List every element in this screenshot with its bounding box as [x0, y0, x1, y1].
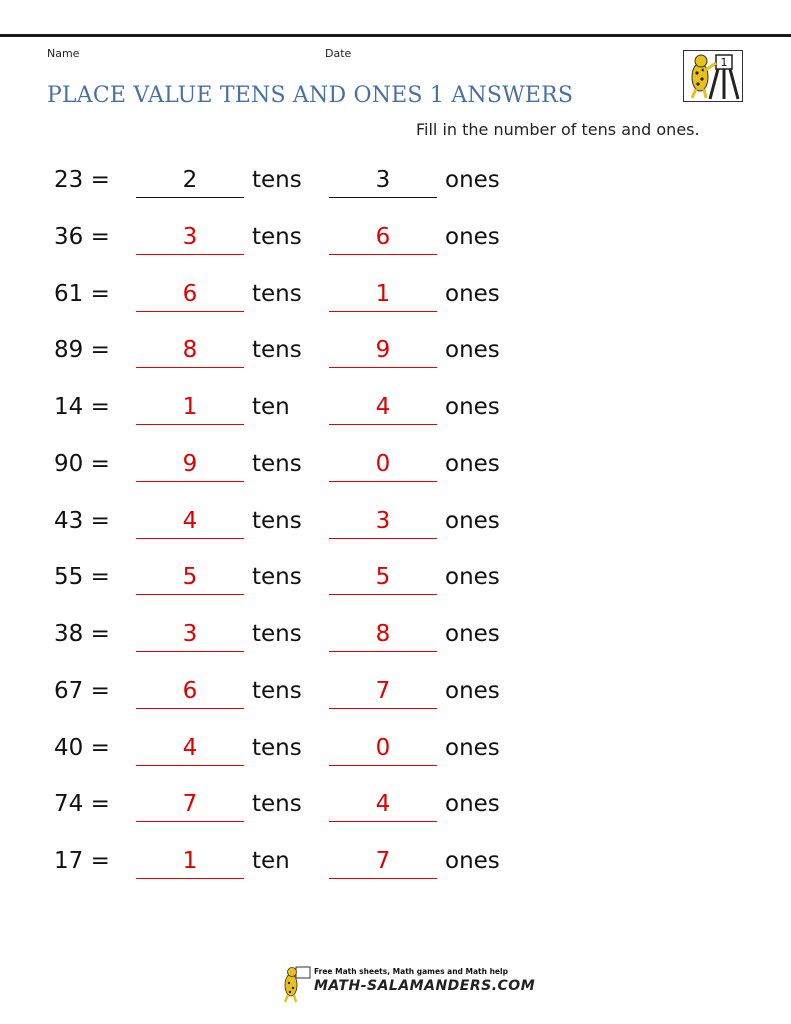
ones-unit-label: ones: [445, 507, 500, 534]
ones-answer-blank: 1: [329, 281, 437, 312]
number-label: 55 =: [54, 564, 110, 591]
answer-row: [0, 678, 791, 718]
salamander-easel-icon: [683, 50, 743, 102]
ones-answer-blank: 6: [329, 224, 437, 255]
answer-row: [0, 508, 791, 548]
tens-answer-blank: 2: [136, 167, 244, 198]
number-label: 61 =: [54, 280, 110, 307]
salamander-mascot-icon: [282, 965, 312, 1003]
ones-unit-label: ones: [445, 677, 500, 704]
number-label: 74 =: [54, 791, 110, 818]
answer-row: [0, 224, 791, 264]
tens-unit-label: tens: [252, 791, 302, 818]
ones-answer-blank: 3: [329, 508, 437, 539]
ones-unit-label: ones: [445, 564, 500, 591]
tens-answer-blank: 1: [136, 848, 244, 879]
tens-answer-blank: 3: [136, 621, 244, 652]
footer-site-logo: MATH-SALAMANDERS.COM: [314, 978, 536, 994]
tens-answer-blank: 4: [136, 508, 244, 539]
tens-unit-label: tens: [252, 450, 302, 477]
ones-unit-label: ones: [445, 734, 500, 761]
number-label: 89 =: [54, 337, 110, 364]
tens-unit-label: tens: [252, 677, 302, 704]
top-rule: [0, 34, 791, 37]
ones-answer-blank: 7: [329, 848, 437, 879]
tens-unit-label: tens: [252, 280, 302, 307]
page-title: PLACE VALUE TENS AND ONES 1 ANSWERS: [47, 83, 574, 108]
tens-unit-label: tens: [252, 223, 302, 250]
tens-unit-label: tens: [252, 337, 302, 364]
tens-answer-blank: 1: [136, 394, 244, 425]
date-label: Date: [325, 47, 352, 60]
number-label: 14 =: [54, 394, 110, 420]
tens-unit-label: tens: [252, 621, 302, 647]
ones-unit-label: ones: [445, 848, 500, 874]
tens-answer-blank: 6: [136, 678, 244, 709]
tens-answer-blank: 9: [136, 451, 244, 482]
tens-unit-label: tens: [252, 507, 302, 534]
name-label: Name: [47, 47, 80, 60]
tens-answer-blank: 7: [136, 791, 244, 822]
ones-unit-label: ones: [445, 280, 500, 307]
answer-row: [0, 394, 791, 434]
number-label: 90 =: [54, 450, 110, 477]
answer-row: [0, 735, 791, 775]
number-label: 23 =: [54, 167, 110, 193]
tens-answer-blank: 4: [136, 735, 244, 766]
footer-branding: [282, 965, 536, 1003]
tens-unit-label: tens: [252, 734, 302, 761]
answer-row: [0, 848, 791, 888]
number-label: 40 =: [54, 734, 110, 761]
example-row: [0, 167, 791, 207]
ones-answer-blank: 9: [329, 337, 437, 368]
tens-unit-label: ten: [252, 848, 290, 874]
tens-unit-label: tens: [252, 167, 302, 193]
number-label: 38 =: [54, 621, 110, 647]
ones-unit-label: ones: [445, 450, 500, 477]
ones-answer-blank: 7: [329, 678, 437, 709]
ones-unit-label: ones: [445, 621, 500, 647]
tens-unit-label: tens: [252, 564, 302, 591]
tens-answer-blank: 8: [136, 337, 244, 368]
tens-answer-blank: 3: [136, 224, 244, 255]
tens-answer-blank: 6: [136, 281, 244, 312]
ones-unit-label: ones: [445, 337, 500, 364]
ones-answer-blank: 4: [329, 791, 437, 822]
tens-unit-label: ten: [252, 394, 290, 420]
ones-answer-blank: 4: [329, 394, 437, 425]
ones-answer-blank: 3: [329, 167, 437, 198]
instructions-text: Fill in the number of tens and ones.: [416, 120, 700, 139]
answer-row: [0, 451, 791, 491]
tens-answer-blank: 5: [136, 564, 244, 595]
answer-row: [0, 337, 791, 377]
answer-row: [0, 621, 791, 661]
footer-tagline: Free Math sheets, Math games and Math help: [314, 967, 508, 976]
number-label: 43 =: [54, 507, 110, 534]
ones-unit-label: ones: [445, 167, 500, 193]
ones-answer-blank: 8: [329, 621, 437, 652]
number-label: 67 =: [54, 677, 110, 704]
ones-unit-label: ones: [445, 223, 500, 250]
ones-answer-blank: 0: [329, 451, 437, 482]
ones-answer-blank: 0: [329, 735, 437, 766]
ones-unit-label: ones: [445, 394, 500, 420]
number-label: 17 =: [54, 848, 110, 874]
logo-badge: 1: [720, 56, 728, 69]
ones-unit-label: ones: [445, 791, 500, 818]
answer-row: [0, 281, 791, 321]
answer-row: [0, 564, 791, 604]
answer-row: [0, 791, 791, 831]
ones-answer-blank: 5: [329, 564, 437, 595]
number-label: 36 =: [54, 223, 110, 250]
